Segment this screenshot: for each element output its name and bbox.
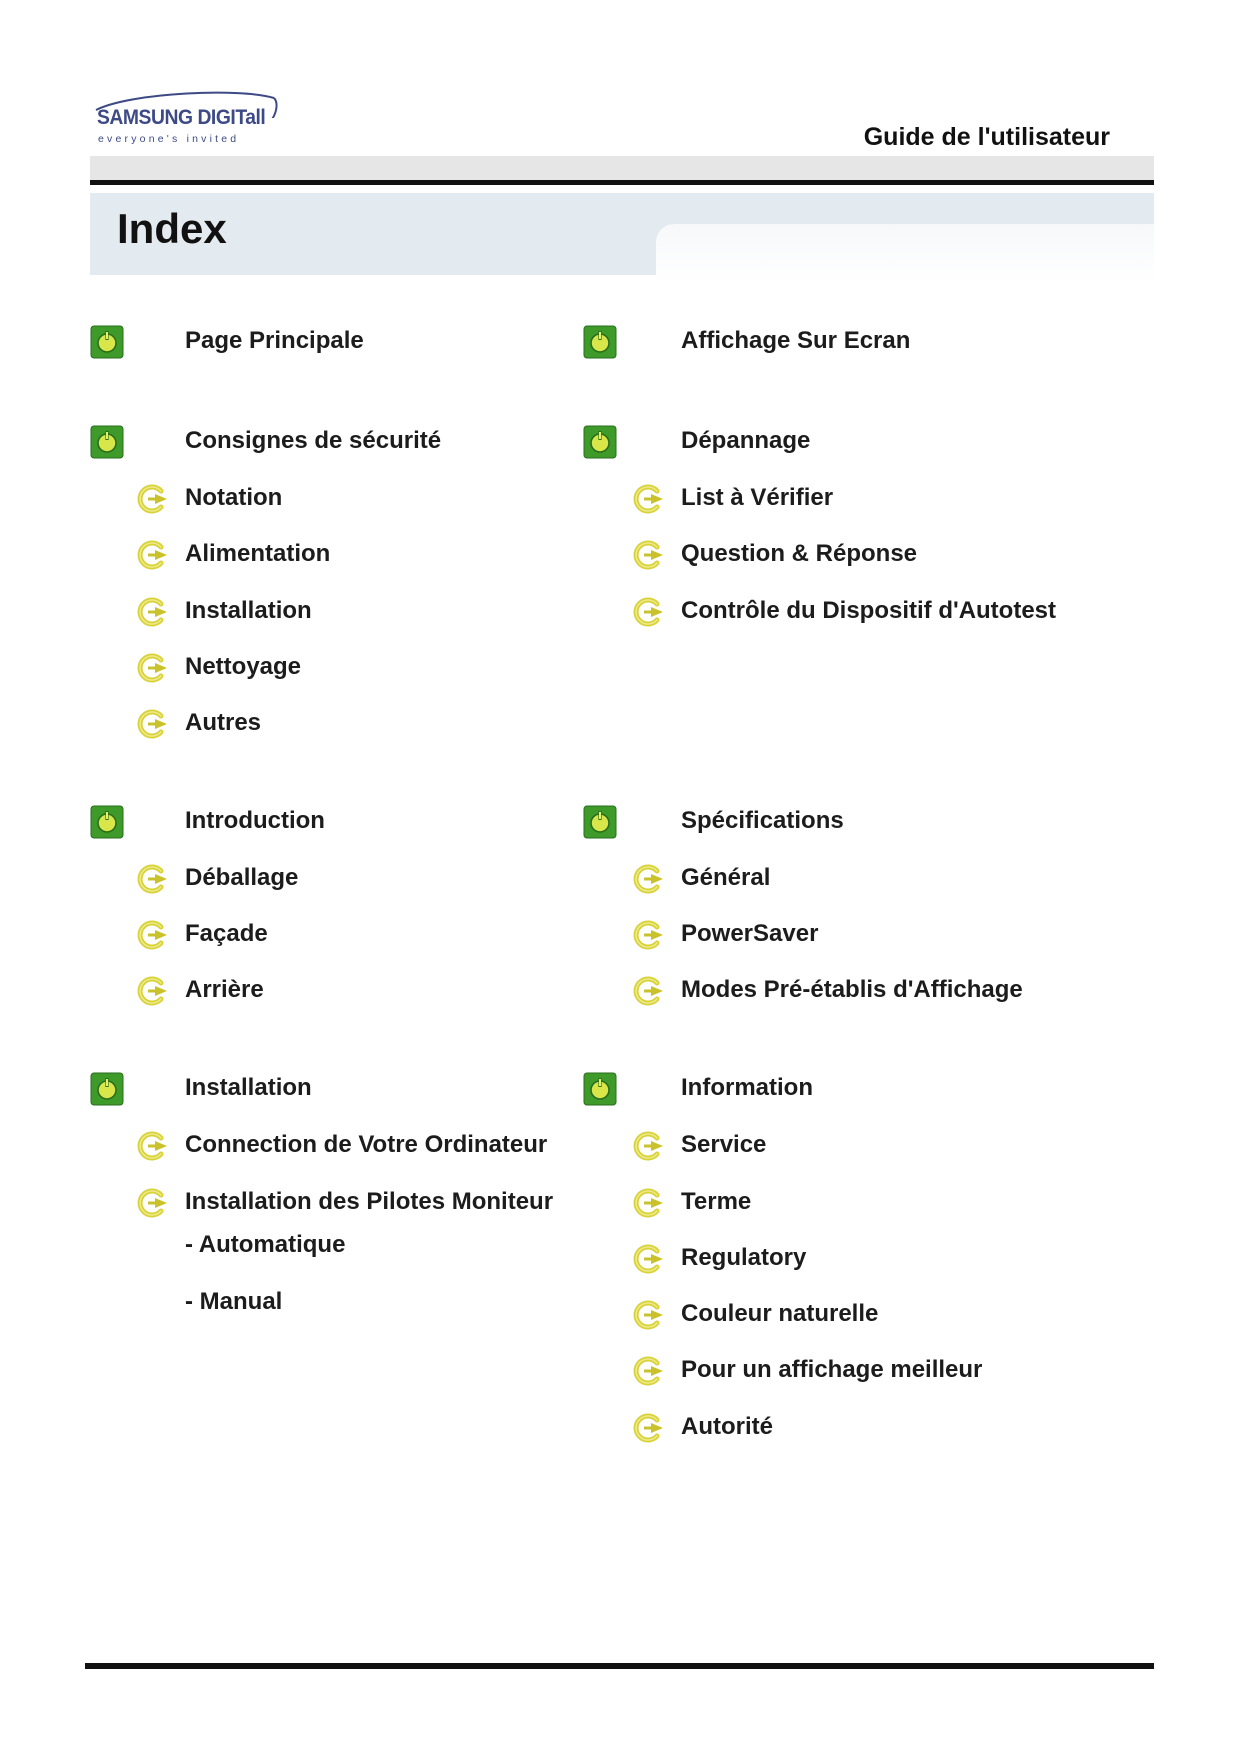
link-modes-preetablis[interactable]: Modes Pré-établis d'Affichage: [681, 976, 1023, 1003]
arrow-icon[interactable]: [135, 595, 169, 629]
link-introduction[interactable]: Introduction: [185, 807, 325, 834]
arrow-icon[interactable]: [631, 1186, 665, 1220]
power-icon[interactable]: [583, 1072, 617, 1106]
arrow-icon[interactable]: [135, 538, 169, 572]
header-band: [90, 156, 1154, 180]
link-information[interactable]: Information: [681, 1074, 813, 1101]
arrow-icon[interactable]: [631, 862, 665, 896]
link-depannage[interactable]: Dépannage: [681, 427, 811, 454]
link-question-reponse[interactable]: Question & Réponse: [681, 540, 918, 567]
arrow-icon[interactable]: [631, 1298, 665, 1332]
link-couleur-naturelle[interactable]: Couleur naturelle: [681, 1300, 879, 1327]
arrow-icon[interactable]: [135, 1186, 169, 1220]
power-icon[interactable]: [90, 425, 124, 459]
link-service[interactable]: Service: [681, 1131, 767, 1158]
samsung-logo: [92, 88, 282, 150]
arrow-icon[interactable]: [631, 918, 665, 952]
arrow-icon[interactable]: [135, 974, 169, 1008]
arrow-icon[interactable]: [631, 1411, 665, 1445]
link-automatique[interactable]: - Automatique: [185, 1231, 346, 1258]
link-affichage-meilleur[interactable]: Pour un affichage meilleur: [681, 1356, 983, 1383]
arrow-icon[interactable]: [631, 974, 665, 1008]
link-deballage[interactable]: Déballage: [185, 864, 299, 891]
link-regulatory[interactable]: Regulatory: [681, 1244, 807, 1271]
arrow-icon[interactable]: [135, 862, 169, 896]
arrow-icon[interactable]: [135, 918, 169, 952]
arrow-icon[interactable]: [631, 1129, 665, 1163]
arrow-icon[interactable]: [135, 651, 169, 685]
power-icon[interactable]: [90, 805, 124, 839]
link-powersaver[interactable]: PowerSaver: [681, 920, 819, 947]
link-affichage-sur-ecran[interactable]: Affichage Sur Ecran: [681, 327, 911, 354]
link-terme[interactable]: Terme: [681, 1188, 752, 1215]
link-list-a-verifier[interactable]: List à Vérifier: [681, 484, 834, 511]
footer-divider: [85, 1663, 1154, 1669]
title-band-notch: [656, 224, 1154, 284]
logo-brand: SAMSUNG DIGITall: [97, 106, 266, 129]
link-connection-ordinateur[interactable]: Connection de Votre Ordinateur: [185, 1131, 548, 1158]
link-controle-autotest[interactable]: Contrôle du Dispositif d'Autotest: [681, 597, 1057, 624]
power-icon[interactable]: [583, 425, 617, 459]
arrow-icon[interactable]: [135, 1129, 169, 1163]
link-general[interactable]: Général: [681, 864, 771, 891]
logo-tagline: everyone's invited: [98, 133, 240, 145]
power-icon[interactable]: [583, 325, 617, 359]
arrow-icon[interactable]: [631, 538, 665, 572]
link-installation-securite[interactable]: Installation: [185, 597, 312, 624]
link-installation[interactable]: Installation: [185, 1074, 312, 1101]
link-autres[interactable]: Autres: [185, 709, 262, 736]
link-nettoyage[interactable]: Nettoyage: [185, 653, 302, 680]
link-arriere[interactable]: Arrière: [185, 976, 264, 1003]
link-facade[interactable]: Façade: [185, 920, 268, 947]
link-manual[interactable]: - Manual: [185, 1288, 283, 1315]
link-installation-pilotes[interactable]: Installation des Pilotes Moniteur: [185, 1188, 554, 1215]
power-icon[interactable]: [90, 1072, 124, 1106]
arrow-icon[interactable]: [631, 482, 665, 516]
arrow-icon[interactable]: [135, 707, 169, 741]
page-title: Index: [117, 205, 227, 252]
link-alimentation[interactable]: Alimentation: [185, 540, 331, 567]
header-divider: [90, 180, 1154, 185]
link-autorite[interactable]: Autorité: [681, 1413, 773, 1440]
guide-title: Guide de l'utilisateur: [863, 123, 1110, 151]
link-notation[interactable]: Notation: [185, 484, 283, 511]
link-specifications[interactable]: Spécifications: [681, 807, 844, 834]
arrow-icon[interactable]: [631, 1354, 665, 1388]
arrow-icon[interactable]: [631, 595, 665, 629]
arrow-icon[interactable]: [631, 1242, 665, 1276]
arrow-icon[interactable]: [135, 482, 169, 516]
power-icon[interactable]: [90, 325, 124, 359]
link-page-principale[interactable]: Page Principale: [185, 327, 364, 354]
link-consignes-securite[interactable]: Consignes de sécurité: [185, 427, 442, 454]
power-icon[interactable]: [583, 805, 617, 839]
